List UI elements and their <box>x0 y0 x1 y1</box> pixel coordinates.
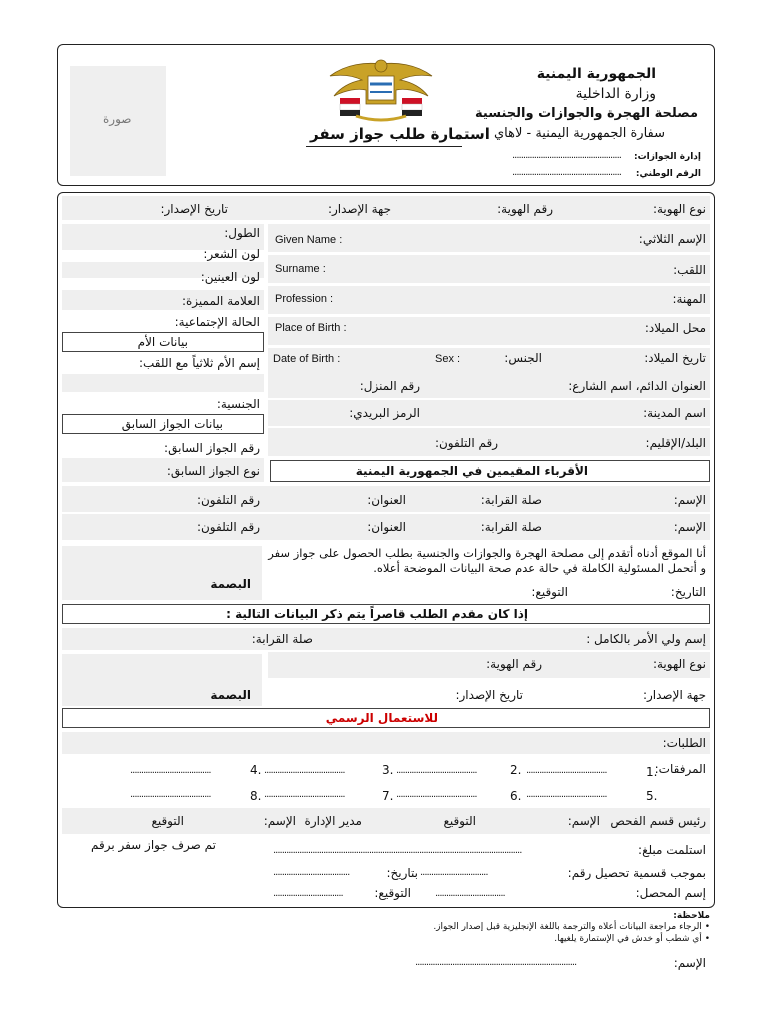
marital-status-label: الحالة الإجتماعية: <box>174 315 260 329</box>
attachment-6: 6. <box>510 789 522 803</box>
minor-header: إذا كان مقدم الطلب قاصراً يتم ذكر البيانات التالية : <box>226 607 528 621</box>
note-1-text: الرجاء مراجعة البيانات أعلاه والترجمة باللغة الإنجليزية قبل إصدار الجواز. <box>433 922 702 932</box>
minor-id-number-label: رقم الهوية: <box>486 657 542 671</box>
collector-signature-label: التوقيع: <box>374 886 411 900</box>
prev-passport-type-label: نوع الجواز السابق: <box>166 464 260 478</box>
mother-name-label: إسم الأم ثلاثياً مع اللقب: <box>138 356 260 370</box>
official-header: للاستعمال الرسمي <box>325 711 438 725</box>
phone-label: رقم التلفون: <box>434 436 498 450</box>
country-label: البلد/الإقليم: <box>645 436 706 450</box>
attachment-1: 1. <box>646 765 658 779</box>
declaration-line-2: و أتحمل المسئولية الكاملة في حالة عدم صحة البيانات الموضحة أعلاه. <box>373 561 706 575</box>
exam-head-signature-label: التوقيع <box>443 814 476 828</box>
republic-name: الجمهورية اليمنية <box>536 66 656 82</box>
profession-row <box>268 286 710 314</box>
relative-1-phone-label: رقم التلفون: <box>196 493 260 507</box>
address-label: العنوان الدائم، اسم الشارع: <box>568 379 706 393</box>
requests-row <box>62 732 710 754</box>
prev-passport-no-label: رقم الجواز السابق: <box>164 441 260 455</box>
collector-field[interactable]: ................................ <box>435 888 505 899</box>
declaration-signature-label: التوقيع: <box>531 585 568 599</box>
voucher-date-label: بتاريخ: <box>386 866 418 880</box>
profession-en-label: Profession : <box>275 293 334 305</box>
bullet-icon: • <box>704 934 710 944</box>
attachment-4-field[interactable]: ..................................... <box>130 765 211 776</box>
national-number-field[interactable]: .................................................. <box>512 167 621 178</box>
received-amount-field[interactable]: .................................................................................................................. <box>273 845 522 856</box>
authority-name: مصلحة الهجرة والجوازات والجنسية <box>475 106 698 121</box>
note-1 <box>433 922 710 933</box>
birth-place-ar-label: محل الميلاد: <box>644 321 706 335</box>
surname-ar-label: اللقب: <box>673 263 706 277</box>
bullet-icon: • <box>704 922 710 932</box>
gender-en-label: Sex : <box>435 353 461 365</box>
given-name-label: Given Name : <box>275 234 343 246</box>
postal-code-label: الرمز البريدي: <box>349 406 420 420</box>
minor-issue-authority-label: جهة الإصدار: <box>642 688 706 702</box>
surname-en-label: Surname : <box>275 263 326 275</box>
birth-date-ar-label: تاريخ الميلاد: <box>644 351 706 365</box>
attachment-6-field[interactable]: ..................................... <box>526 789 607 800</box>
exam-head-label: رئيس قسم الفحص <box>610 814 706 828</box>
embassy-name: سفارة الجمهورية اليمنية - لاهاي <box>493 126 665 141</box>
attachment-3-field[interactable]: ..................................... <box>264 765 345 776</box>
footer-name-label: الإسم: <box>673 956 706 970</box>
distinctive-mark-label: العلامة المميزة: <box>181 294 260 308</box>
issue-date-label: تاريخ الإصدار: <box>160 202 228 216</box>
minor-fingerprint-label: البصمة <box>210 688 251 702</box>
minor-relation-label: صلة القرابة: <box>251 632 313 646</box>
relative-2-address-label: العنوان: <box>367 520 406 534</box>
relative-1-relation-label: صلة القرابة: <box>480 493 542 507</box>
passport-issued-label: تم صرف جواز سفر برقم <box>90 838 216 852</box>
minor-id-type-label: نوع الهوية: <box>652 657 706 671</box>
director-signature-label: التوقيع <box>151 814 184 828</box>
declaration-date-label: التاريخ: <box>670 585 706 599</box>
relative-1-name-label: الإسم: <box>673 493 706 507</box>
fingerprint-label: البصمة <box>210 577 251 591</box>
profession-ar-label: المهنة: <box>672 292 706 306</box>
attachment-1-field[interactable]: ..................................... <box>526 765 607 776</box>
hair-color-label: لون الشعر: <box>203 247 260 261</box>
note-2-text: أي شطب أو خدش في الإستمارة يلغيها. <box>554 934 702 944</box>
exam-head-name-label: الإسم: <box>567 814 600 828</box>
id-number-label: رقم الهوية: <box>497 202 553 216</box>
attachment-8-field[interactable]: ..................................... <box>264 789 345 800</box>
prev-passport-header: بيانات الجواز السابق <box>121 417 223 431</box>
full-name-label: الإسم الثلاثي: <box>638 232 706 246</box>
attachment-4: 4. <box>250 763 262 777</box>
relative-2-relation-label: صلة القرابة: <box>480 520 542 534</box>
note-2 <box>554 934 710 945</box>
birth-place-en-label: Place of Birth : <box>275 322 347 334</box>
collector-label: إسم المحصل: <box>635 886 706 900</box>
director-label: مدير الإدارة <box>304 814 362 828</box>
voucher-field[interactable]: ............................... <box>420 867 488 878</box>
surname-row <box>268 255 710 283</box>
relative-1-address-label: العنوان: <box>367 493 406 507</box>
photo-label: صورة <box>103 112 132 126</box>
notes-title: ملاحظة: <box>673 911 710 921</box>
form-title: استمارة طلب جواز سفر <box>310 125 490 143</box>
ministry-name: وزارة الداخلية <box>575 86 656 102</box>
id-type-label: نوع الهوية: <box>652 202 706 216</box>
attachment-2: 2. <box>510 763 522 777</box>
mother-header: بيانات الأم <box>137 335 188 349</box>
footer-name-field[interactable]: .......................................................................... <box>415 957 577 968</box>
requests-label: الطلبات: <box>662 736 706 750</box>
attachment-2-field[interactable]: ..................................... <box>396 765 477 776</box>
attachment-5: 5. <box>646 789 658 803</box>
attachment-8b-field[interactable]: ..................................... <box>130 789 211 800</box>
attachment-3: 3. <box>382 763 394 777</box>
gender-ar-label: الجنس: <box>504 351 542 365</box>
mother-name-field[interactable] <box>62 374 264 392</box>
nationality-label: الجنسية: <box>216 397 260 411</box>
relatives-header: الأقرباء المقيمين في الجمهورية اليمنية <box>355 464 588 478</box>
attachment-7: 7. <box>382 789 394 803</box>
passport-dept-field[interactable]: .................................................. <box>512 150 621 161</box>
attachment-7-field[interactable]: ..................................... <box>396 789 477 800</box>
attachments-label: المرفقات: <box>654 762 706 776</box>
guardian-label: إسم ولي الأمر بالكامل : <box>586 632 706 646</box>
collector-signature-field[interactable]: ................................ <box>273 888 343 899</box>
relative-2-name-label: الإسم: <box>673 520 706 534</box>
received-amount-label: استلمت مبلغ: <box>638 843 706 857</box>
city-label: اسم المدينة: <box>643 406 706 420</box>
voucher-date-field[interactable]: ................................... <box>273 867 350 878</box>
passport-dept-label: إدارة الجوازات: <box>633 152 701 162</box>
house-no-label: رقم المنزل: <box>359 379 420 393</box>
title-underline <box>306 146 462 147</box>
fingerprint-box[interactable] <box>62 546 262 600</box>
eye-color-label: لون العينين: <box>200 270 260 284</box>
yemen-emblem-icon <box>326 54 436 124</box>
relative-2-phone-label: رقم التلفون: <box>196 520 260 534</box>
birth-date-en-label: Date of Birth : <box>273 353 341 365</box>
minor-issue-date-label: تاريخ الإصدار: <box>455 688 523 702</box>
declaration-line-1: أنا الموقع أدناه أتقدم إلى مصلحة الهجرة والجوازات والجنسية بطلب الحصول على جواز سفر <box>268 546 706 560</box>
national-number-label: الرقم الوطني: <box>635 169 701 179</box>
height-label: الطول: <box>224 226 260 240</box>
issue-authority-label: جهة الإصدار: <box>327 202 391 216</box>
voucher-label: بموجب قسمية تحصيل رقم: <box>567 866 706 880</box>
attachment-8: 8. <box>250 789 262 803</box>
director-name-label: الإسم: <box>263 814 296 828</box>
